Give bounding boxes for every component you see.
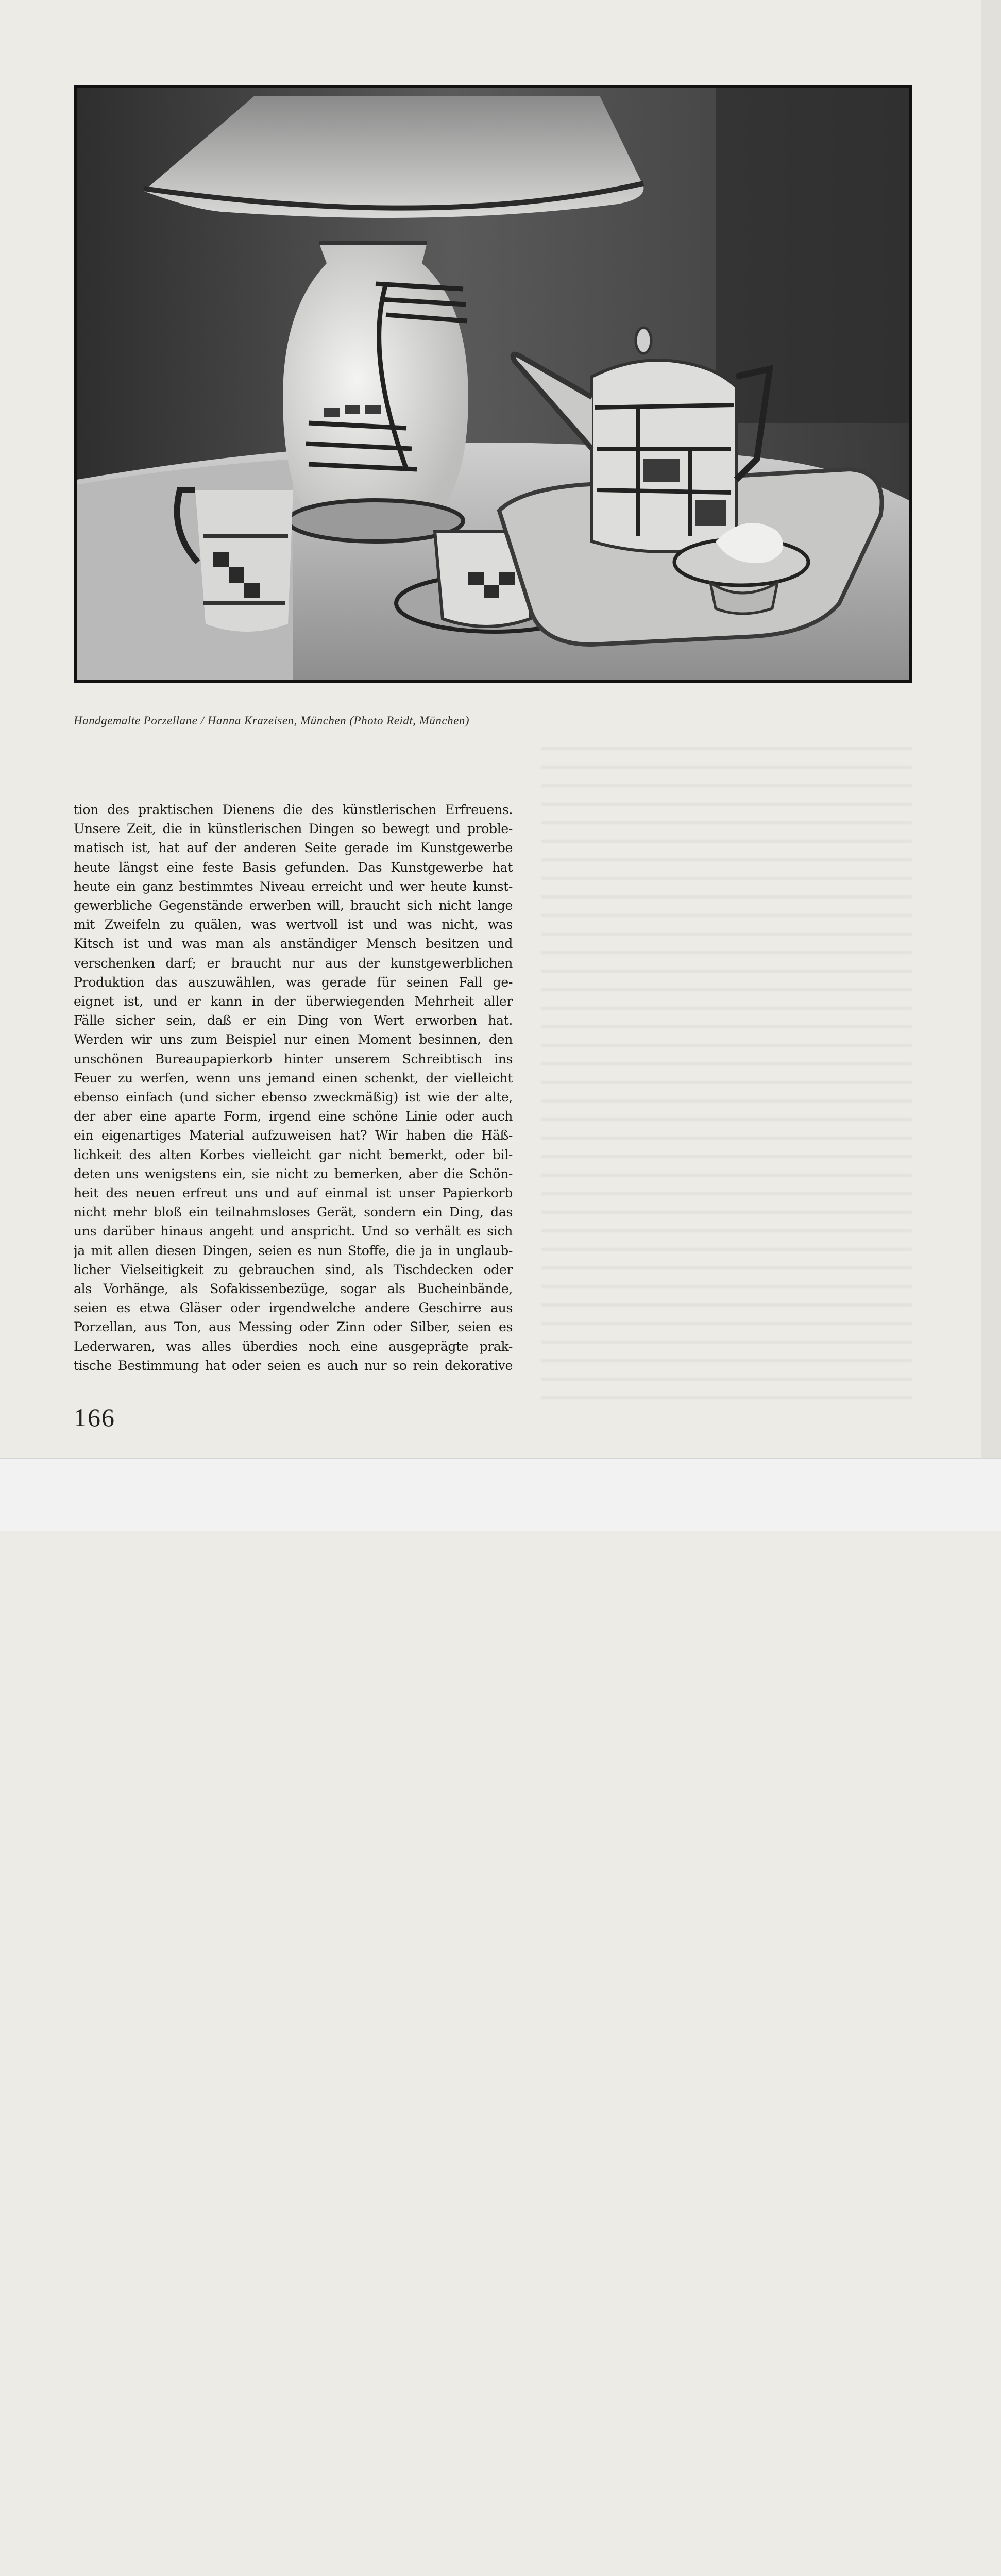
body-line: tische Bestimmung hat oder seien es auch nur so rein dekorative bbox=[74, 1358, 513, 1373]
show-through-text bbox=[541, 732, 912, 1412]
body-line: nicht mehr bloß ein teilnahmsloses Gerät, sondern ein Ding, das bbox=[74, 1205, 513, 1220]
photograph bbox=[74, 85, 912, 683]
body-line: lichkeit des alten Korbes vielleicht gar nicht bemerkt, oder bil- bbox=[74, 1147, 513, 1162]
body-line: mit Zweifeln zu quälen, was wertvoll ist und was nicht, was bbox=[74, 917, 513, 933]
body-line: Lederwaren, was alles überdies noch eine ausgeprägte prak- bbox=[74, 1338, 513, 1354]
article-body bbox=[74, 800, 513, 1375]
body-line: heute längst eine feste Basis gefunden. Das Kunstgewerbe hat bbox=[74, 859, 513, 875]
body-line: Kitsch ist und was man als anständiger Mensch besitzen und bbox=[74, 936, 513, 952]
page-edge bbox=[981, 0, 1001, 1458]
digitization-footer bbox=[0, 1458, 1001, 1531]
body-line: Porzellan, aus Ton, aus Messing oder Zinn oder Silber, seien es bbox=[74, 1319, 513, 1335]
figure-caption: Handgemalte Porzellane / Hanna Krazeisen, München (Photo Reidt, München) bbox=[74, 714, 470, 727]
body-line: licher Vielseitigkeit zu gebrauchen sind, als Tischdecken oder bbox=[74, 1262, 513, 1277]
body-line: Produktion das auszuwählen, was gerade für seinen Fall ge- bbox=[74, 974, 513, 990]
body-line: ebenso einfach (und sicher ebenso zweckmäßig) ist wie der alte, bbox=[74, 1090, 513, 1105]
porcelain-still-life-image bbox=[77, 88, 909, 680]
body-line: gewerbliche Gegenstände erwerben will, braucht sich nicht lange bbox=[74, 898, 513, 913]
body-line: tion des praktischen Dienens die des künstlerischen Erfreuens. bbox=[74, 802, 513, 817]
body-line: als Vorhänge, als Sofakissenbezüge, sogar als Bucheinbände, bbox=[74, 1281, 513, 1297]
body-line: ein eigenartiges Material aufzuweisen hat? Wir haben die Häß- bbox=[74, 1128, 513, 1143]
body-line: Fälle sicher sein, daß er ein Ding von Wert erworben hat. bbox=[74, 1013, 513, 1028]
body-line: heute ein ganz bestimmtes Niveau erreicht und wer heute kunst- bbox=[74, 878, 513, 894]
body-line: unschönen Bureaupapierkorb hinter unserem Schreibtisch ins bbox=[74, 1051, 513, 1066]
body-line: deten uns wenigstens ein, sie nicht zu bemerken, aber die Schön- bbox=[74, 1166, 513, 1181]
body-line: ja mit allen diesen Dingen, seien es nun Stoffe, die ja in unglaub- bbox=[74, 1243, 513, 1258]
body-line: Feuer zu werfen, wenn uns jemand einen schenkt, der vielleicht bbox=[74, 1070, 513, 1086]
body-line: uns darüber hinaus angeht und anspricht. Und so verhält es sich bbox=[74, 1224, 513, 1239]
page-number: 166 bbox=[74, 1403, 115, 1432]
body-line: verschenken darf; er braucht nur aus der kunstgewerblichen bbox=[74, 955, 513, 971]
body-line: Werden wir uns zum Beispiel nur einen Moment besinnen, den bbox=[74, 1032, 513, 1047]
body-line: seien es etwa Gläser oder irgendwelche andere Geschirre aus bbox=[74, 1300, 513, 1316]
body-line: der aber eine aparte Form, irgend eine schöne Linie oder auch bbox=[74, 1109, 513, 1124]
body-line: Unsere Zeit, die in künstlerischen Dingen so bewegt und proble- bbox=[74, 821, 513, 837]
body-line: heit des neuen erfreut uns und auf einmal ist unser Papierkorb bbox=[74, 1185, 513, 1201]
body-line: matisch ist, hat auf der anderen Seite gerade im Kunstgewerbe bbox=[74, 840, 513, 856]
body-line: eignet ist, und er kann in der überwiegenden Mehrheit aller bbox=[74, 994, 513, 1009]
